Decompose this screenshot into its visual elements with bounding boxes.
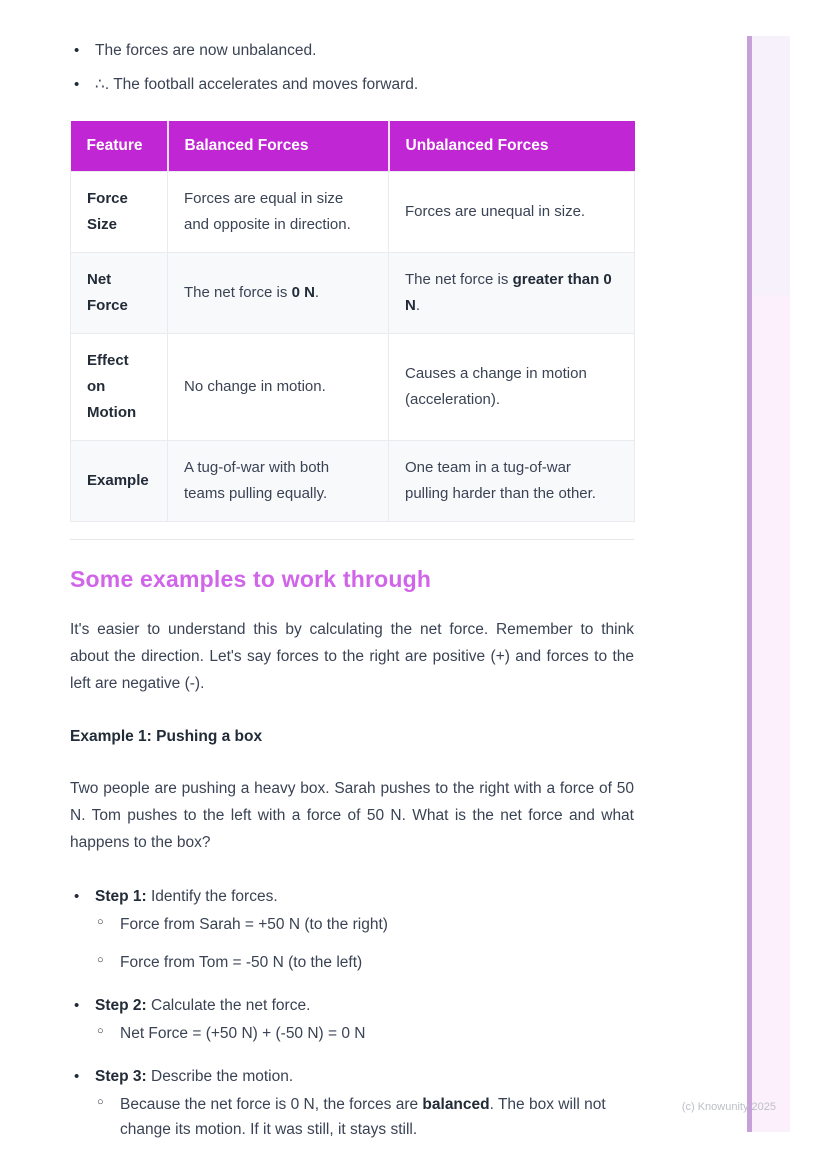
forces-comparison-table	[70, 121, 635, 522]
step-item	[70, 886, 634, 975]
circle-icon: ○	[97, 916, 104, 928]
table-header-feature: Feature	[71, 121, 168, 172]
sub-item	[95, 950, 634, 975]
cell-text: One team in a tug-of-war pulling harder than the other.	[405, 459, 596, 502]
circle-icon: ○	[97, 1025, 104, 1037]
step-label: Step 2:	[95, 997, 147, 1014]
cell-unbalanced	[389, 334, 635, 441]
step-description: Identify the forces.	[146, 888, 278, 905]
cell-unbalanced	[389, 172, 635, 253]
table-header-balanced: Balanced Forces	[168, 121, 389, 172]
step-label: Step 1:	[95, 888, 147, 905]
sub-item	[95, 912, 634, 937]
cell-text: The net force is	[405, 271, 513, 288]
cell-text: .	[415, 297, 421, 314]
step-item	[70, 1066, 634, 1142]
sub-text: Force from Tom = -50 N (to the left)	[120, 954, 363, 971]
circle-icon: ○	[97, 954, 104, 966]
row-header: Example	[71, 441, 168, 522]
cell-text: Forces are unequal in size.	[405, 203, 586, 220]
cell-text: The net force is	[184, 284, 292, 301]
sub-item-text	[120, 1021, 366, 1046]
sub-item	[95, 1092, 634, 1142]
step-description: Describe the motion.	[146, 1068, 294, 1085]
cell-text: .	[314, 284, 320, 301]
cell-text: No change in motion.	[184, 378, 326, 395]
example-title: Example 1: Pushing a box	[70, 728, 263, 745]
sub-item-text	[120, 912, 388, 937]
watermark: (c) Knowunity 2025	[681, 1101, 776, 1113]
list-item	[70, 74, 634, 95]
sub-text: Because the net force is 0 N, the forces are	[120, 1096, 423, 1113]
bullet-icon: •	[74, 1068, 80, 1085]
sub-text: . The box will not change its motion. If it was still, it stays still.	[120, 1096, 606, 1138]
sub-item-text	[120, 950, 362, 975]
step-text	[95, 995, 310, 1016]
step-item	[70, 995, 634, 1046]
table-header-unbalanced: Unbalanced Forces	[389, 121, 635, 172]
page-edge-line	[747, 36, 752, 1132]
top-bullet-list	[70, 40, 634, 95]
steps-list	[70, 886, 634, 1142]
cell-text: A tug-of-war with both teams pulling equally.	[184, 459, 330, 502]
row-header: Effect on Motion	[71, 334, 168, 441]
sub-text: Net Force = (+50 N) + (-50 N) = 0 N	[120, 1025, 366, 1042]
sub-list	[95, 1021, 634, 1046]
cell-balanced	[168, 334, 389, 441]
sub-bold-text: balanced	[422, 1096, 490, 1113]
page-edge-highlight-bottom	[752, 295, 790, 1132]
step-text	[95, 886, 278, 907]
section-heading: Some examples to work through	[70, 566, 432, 592]
cell-unbalanced	[389, 441, 635, 522]
list-item-text: ∴. The football accelerates and moves forward.	[95, 76, 419, 93]
cell-bold-text: 0 N	[291, 284, 315, 301]
cell-balanced	[168, 253, 389, 334]
table-row	[71, 253, 635, 334]
sub-text: Force from Sarah = +50 N (to the right)	[120, 916, 388, 933]
page-edge-highlight-top	[752, 36, 790, 295]
cell-text: Forces are equal in size and opposite in direction.	[184, 190, 351, 233]
cell-unbalanced	[389, 253, 635, 334]
sub-item	[95, 1021, 634, 1046]
list-item	[70, 40, 634, 61]
bullet-icon: •	[74, 888, 80, 905]
document-content	[70, 0, 634, 1142]
sub-item-text	[120, 1092, 634, 1142]
bullet-icon: •	[74, 76, 80, 93]
cell-balanced	[168, 441, 389, 522]
table-header-row	[71, 121, 635, 172]
table-row	[71, 441, 635, 522]
cell-bold-text: greater than 0 N	[405, 271, 612, 314]
cell-balanced	[168, 172, 389, 253]
example-body-paragraph: Two people are pushing a heavy box. Sarah pushes to the right with a force of 50 N. Tom pushes to the left with a force of 50 N. What is the net force and what happens to the box?	[70, 780, 634, 851]
bullet-icon: •	[74, 42, 80, 59]
sub-list	[95, 912, 634, 975]
step-description: Calculate the net force.	[146, 997, 311, 1014]
cell-text: Causes a change in motion (acceleration).	[405, 365, 587, 408]
intro-paragraph: It's easier to understand this by calculating the net force. Remember to think about the direction. Let's say forces to the right are positive (+) and forces to the left are negative (-).	[70, 621, 634, 692]
table-row	[71, 334, 635, 441]
step-label: Step 3:	[95, 1068, 147, 1085]
section-divider	[70, 539, 634, 540]
row-header: Net Force	[71, 253, 168, 334]
step-text	[95, 1066, 293, 1087]
row-header: Force Size	[71, 172, 168, 253]
table-row	[71, 172, 635, 253]
list-item-text: The forces are now unbalanced.	[95, 42, 317, 59]
circle-icon: ○	[97, 1096, 104, 1108]
sub-list	[95, 1092, 634, 1142]
bullet-icon: •	[74, 997, 80, 1014]
